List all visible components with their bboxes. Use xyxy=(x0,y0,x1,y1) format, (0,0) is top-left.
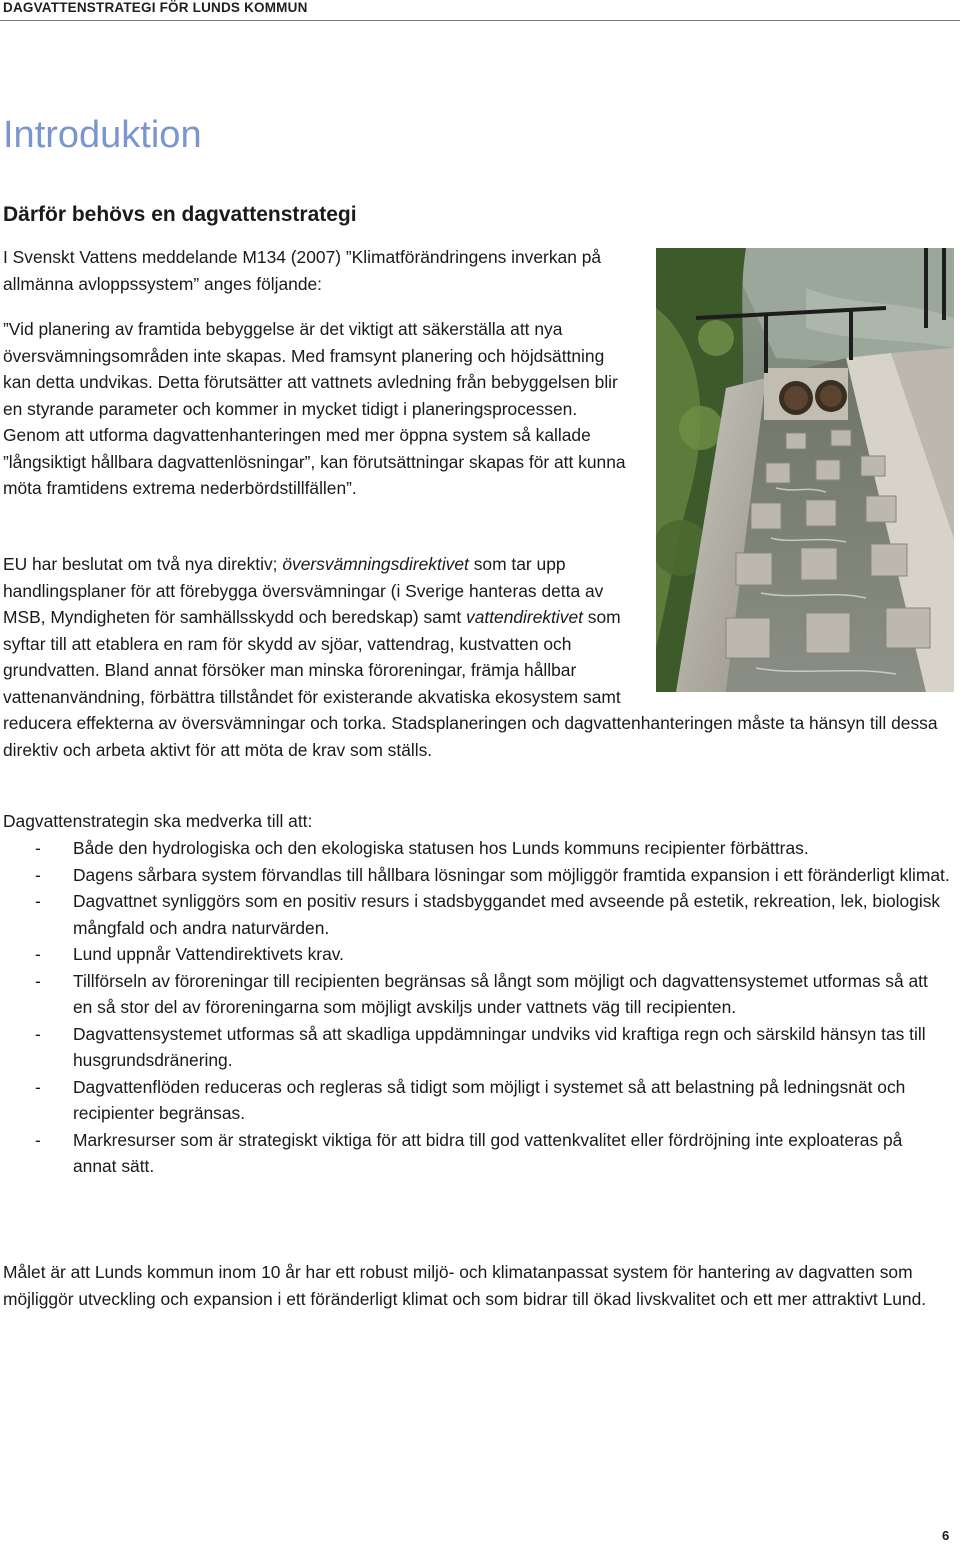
list-item-text: Dagvattnet synliggörs som en positiv resurs i stadsbyggandet med avseende på estetik, rekreation, lek, biologisk mångfald och andra naturvärden. xyxy=(73,891,941,938)
list-item xyxy=(0,862,950,889)
conclusion-paragraph: Målet är att Lunds kommun inom 10 år har ett robust miljö- och klimatanpassat system för hantering av dagvatten som möjliggör utveckling och expansion i ett föränderligt klimat och som bidrar till ökad livskvalitet och ett mer attraktivt Lund. xyxy=(3,1262,927,1309)
goals-list xyxy=(0,835,950,1180)
list-item-text: Lund uppnår Vattendirektivets krav. xyxy=(73,944,344,964)
list-dash: - xyxy=(35,838,41,858)
eu-term-water-directive: vattendirektivet xyxy=(466,607,583,627)
list-item xyxy=(0,968,950,1021)
eu-term-flood-directive: översvämningsdirektivet xyxy=(282,554,469,574)
eu-text-3: som syftar till att etablera en ram för skydd av sjöar, vattendrag, kustvatten och grundvatten. Bland annat försöker man minska föroreningar, främja hållbar vattenanvändning, förbättra tillståndet för existerande akvatiska ekosystem samt reducera effekterna av översvämningar och torka. Stadsplaneringen och dagvattenhanteringen måste ta hänsyn till dessa direktiv och arbeta aktivt för att möta de krav som ställs. xyxy=(3,607,938,760)
section-title: Därför behövs en dagvattenstrategi xyxy=(3,203,357,226)
list-item-text: Både den hydrologiska och den ekologiska statusen hos Lunds kommuns recipienter förbättras. xyxy=(73,838,809,858)
list-item-text: Dagvattensystemet utformas så att skadliga uppdämningar undviks vid kraftiga regn och särskild hänsyn tas till husgrundsdränering. xyxy=(73,1023,926,1070)
list-item-text: Markresurser som är strategiskt viktiga för att bidra till god vattenkvalitet eller fördröjning inte exploateras på annat sätt. xyxy=(73,1129,903,1176)
running-header: DAGVATTENSTRATEGI FÖR LUNDS KOMMUN xyxy=(3,0,308,15)
list-dash: - xyxy=(35,891,41,911)
goals-intro: Dagvattenstrategin ska medverka till att: xyxy=(3,811,313,831)
list-item xyxy=(0,1127,950,1180)
eu-text-2: som tar upp handlingsplaner för att förebygga översvämningar (i Sverige hanteras detta av MSB, Myndigheten för samhällsskydd och beredskap) samt xyxy=(3,554,604,627)
list-dash: - xyxy=(35,1076,41,1097)
list-item xyxy=(0,1021,950,1074)
eu-text-1: EU har beslutat om två nya direktiv; xyxy=(3,554,283,574)
list-item-text: Tillförseln av föroreningar till recipienten begränsas så långt som möjligt och dagvattensystemet utformas så att en så stor del av föroreningarna som möjligt avskiljs under vattnets väg till recipienten. xyxy=(73,970,928,1017)
list-item-text: Dagens sårbara system förvandlas till hållbara lösningar som möjliggör framtida expansion i ett föränderligt klimat. xyxy=(73,864,950,885)
list-dash: - xyxy=(35,864,41,885)
list-dash: - xyxy=(35,944,41,964)
list-item-text: Dagvattenflöden reduceras och regleras så tidigt som möjligt i systemet så att belastning på ledningsnät och recipienter begränsas. xyxy=(73,1076,906,1123)
page-number: 6 xyxy=(942,1528,950,1543)
list-item xyxy=(0,941,950,968)
list-dash: - xyxy=(35,970,41,991)
list-item xyxy=(0,835,950,862)
list-dash: - xyxy=(35,1023,41,1044)
intro-paragraph: I Svenskt Vattens meddelande M134 (2007) ”Klimatförändringens inverkan på allmänna avloppssystem” anges följande: xyxy=(3,247,602,294)
list-item xyxy=(0,1074,950,1127)
page-title: Introduktion xyxy=(3,114,202,156)
header-divider xyxy=(0,20,960,21)
quote-paragraph: ”Vid planering av framtida bebyggelse är det viktigt att säkerställa att nya översvämningsområden inte skapas. Med framsynt planering och höjdsättning kan detta undvikas. Detta förutsätter att vattnets avledning från bebyggelsen blir en styrande parameter och kommer in mycket tidigt i planeringsprocessen. Genom att utforma dagvattenhanteringen med mer öppna system så kallade ”långsiktigt hållbara dagvattenlösningar”, kan förutsättningar skapas för att kunna möta framtidens extrema nederbördstillfällen”. xyxy=(3,319,626,498)
list-item xyxy=(0,888,950,941)
list-dash: - xyxy=(35,1129,41,1150)
stormwater-channel-photo xyxy=(656,248,954,692)
